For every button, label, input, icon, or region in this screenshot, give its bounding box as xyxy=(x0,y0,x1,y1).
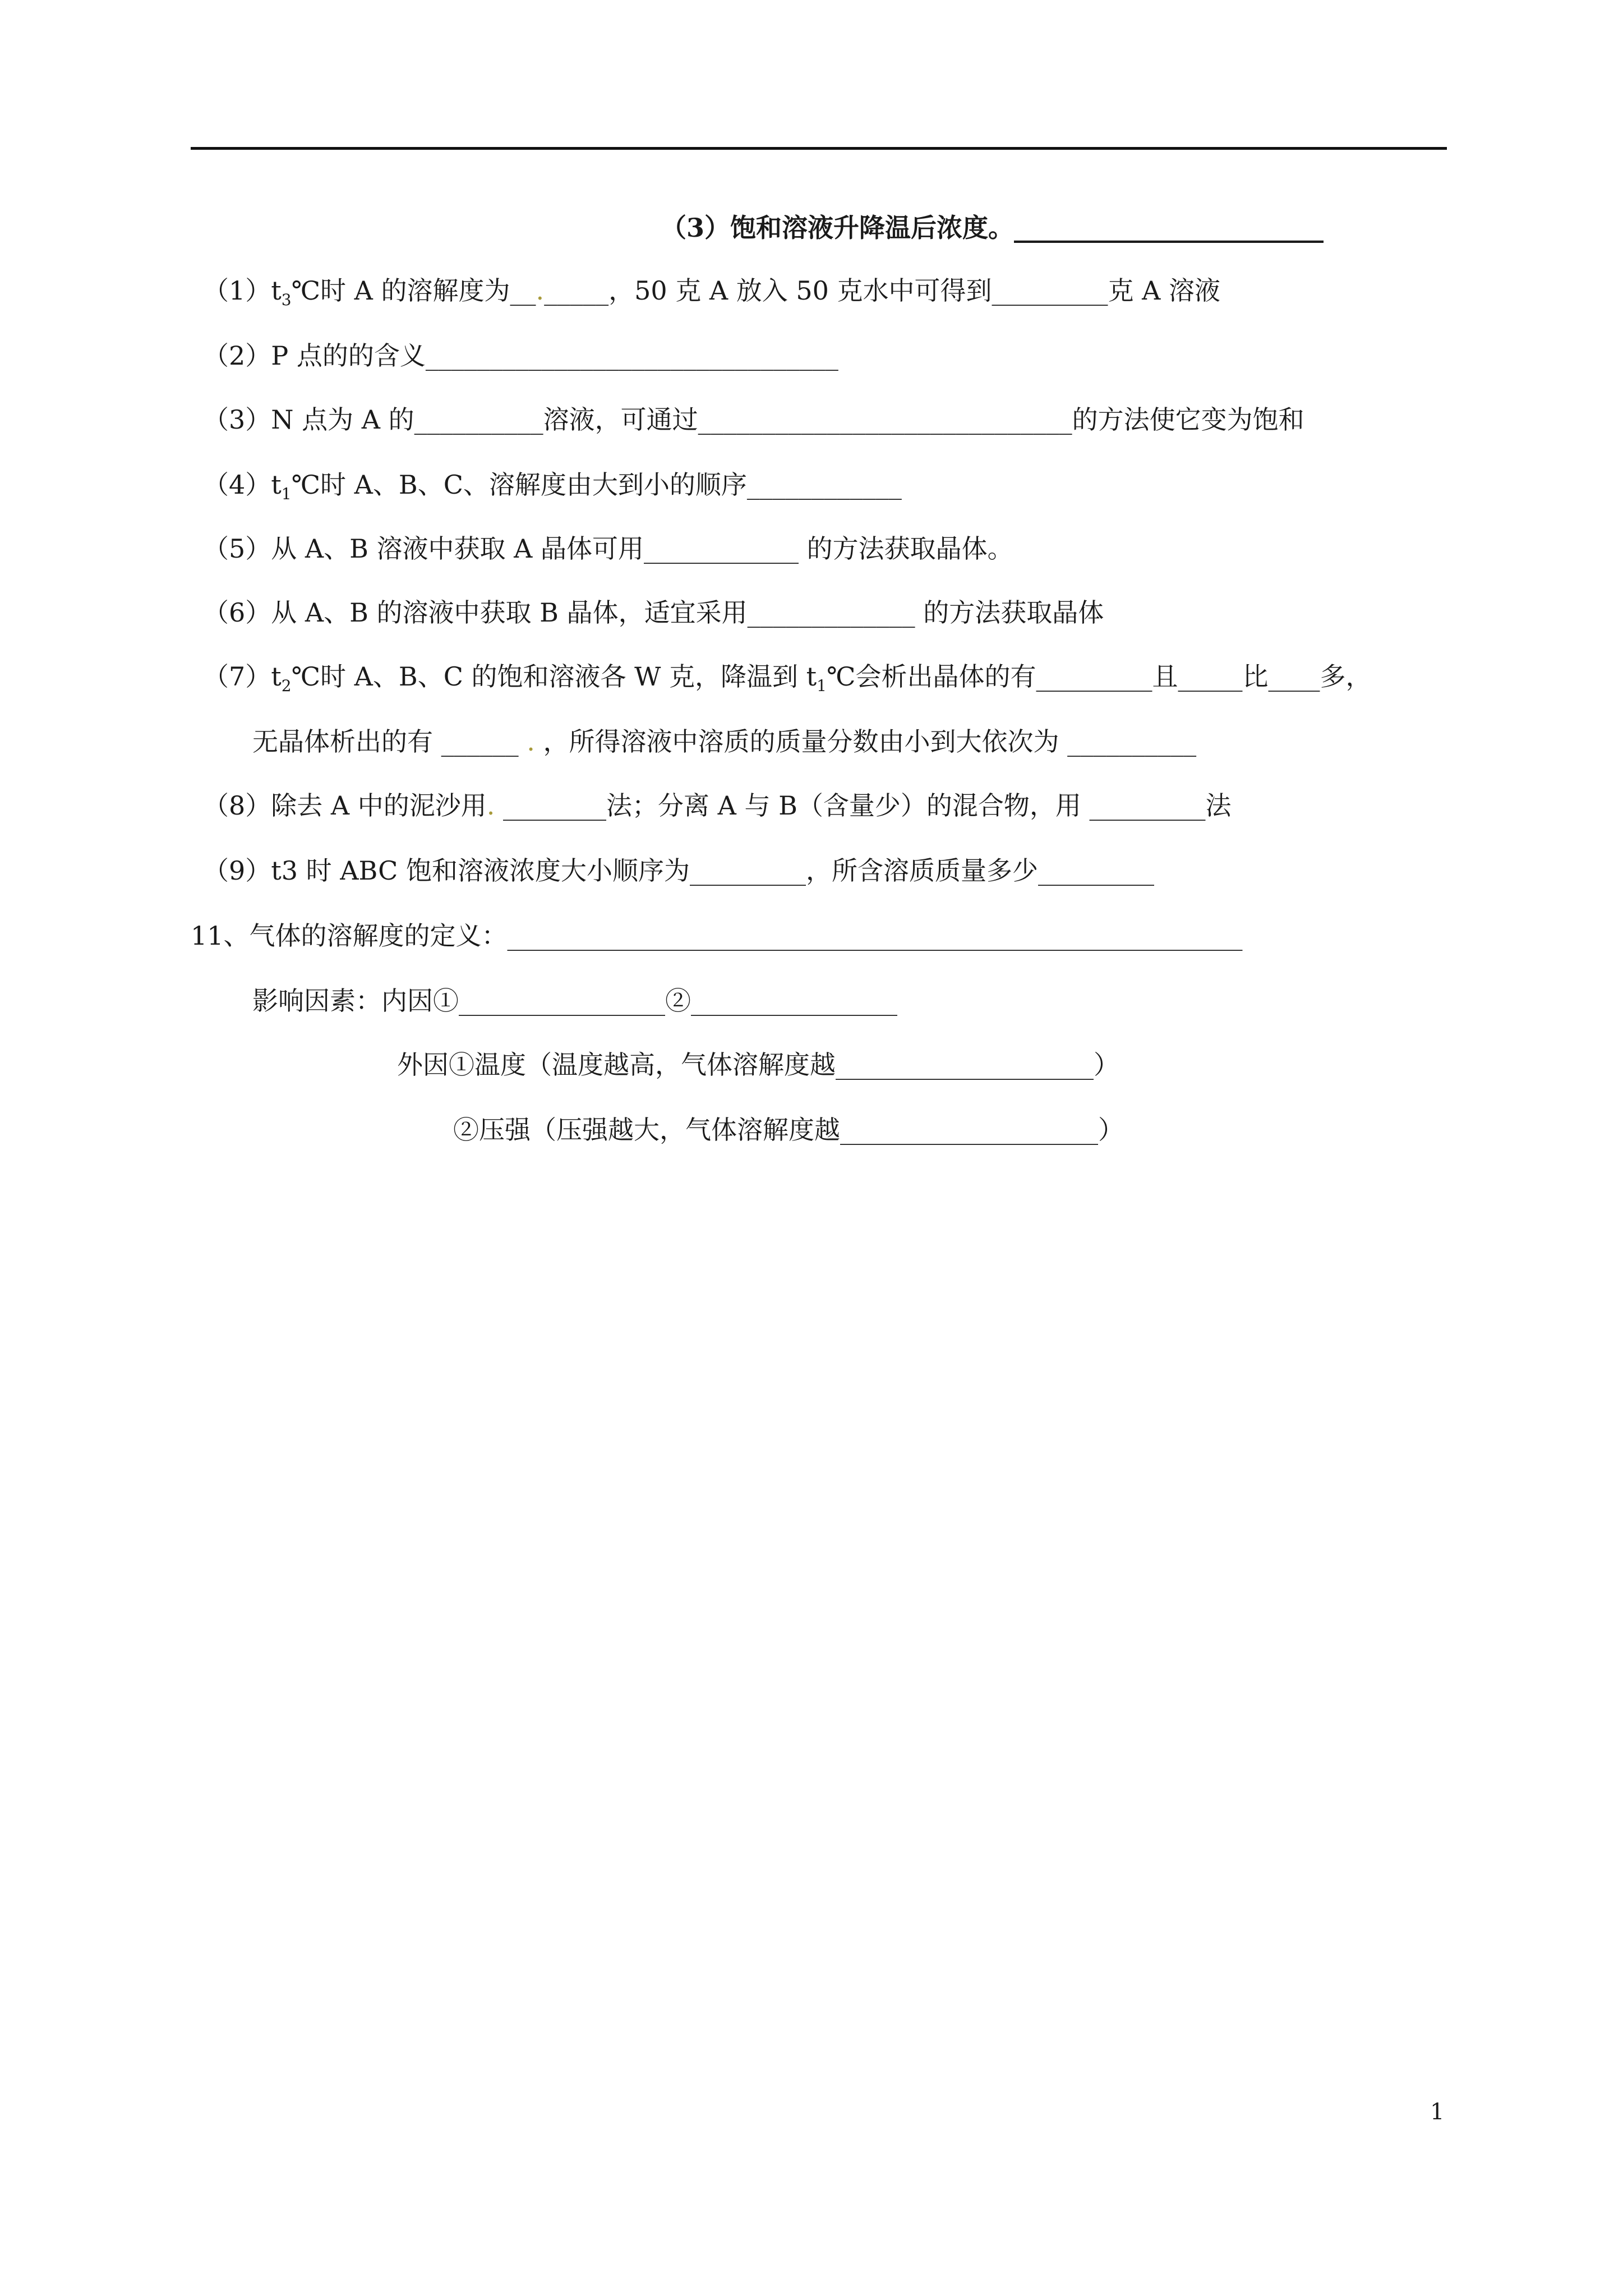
q1-text-a: ℃时 A 的溶解度为__ xyxy=(291,275,536,306)
page-number: 1 xyxy=(1430,2099,1445,2125)
q7-subscript-1: 2 xyxy=(281,677,292,695)
question-11: 11、气体的溶解度的定义：_________________________________________________________ xyxy=(191,921,1243,951)
q7-middle: ℃时 A、B、C 的饱和溶液各 W 克，降温到 t xyxy=(291,661,817,692)
top-rule xyxy=(191,147,1447,150)
question-5: （5）从 A、B 溶液中获取 A 晶体可用____________ 的方法获取晶体。 xyxy=(203,533,1013,564)
question-8 xyxy=(203,789,1232,822)
external-factor-pressure: ②压强（压强越大，气体溶解度越____________________） xyxy=(453,1115,1124,1145)
q4-subscript: 1 xyxy=(281,485,292,503)
q1-subscript: 3 xyxy=(281,291,292,309)
question-3: （3）N 点为 A 的__________溶液，可通过_____________________________的方法使它变为饱和 xyxy=(203,404,1304,435)
external-factor-temperature: 外因①温度（温度越高，气体溶解度越____________________） xyxy=(397,1050,1119,1080)
q4-text: ℃时 A、B、C、溶解度由大到小的顺序____________ xyxy=(291,470,902,500)
q7b-text-a: 无晶体析出的有 ______ xyxy=(252,726,527,757)
q8-text-b: ________法；分离 A 与 B（含量少）的混合物，用 _________法 xyxy=(495,790,1232,821)
question-9: （9）t3 时 ABC 饱和溶液浓度大小顺序为_________，所含溶质质量多少_________ xyxy=(203,855,1154,886)
question-2: （2）P 点的的含义________________________________ xyxy=(203,341,838,371)
q7-text: ℃会析出晶体的有_________且_____比____多， xyxy=(826,661,1372,692)
question-7-continued xyxy=(252,725,1196,758)
q8-dot: . xyxy=(486,790,495,821)
q1-text-b: _____，50 克 A 放入 50 克水中可得到_________克 A 溶液 xyxy=(544,275,1221,306)
q4-prefix: （4）t xyxy=(203,470,282,500)
question-6: （6）从 A、B 的溶液中获取 B 晶体，适宜采用_____________ 的方法获取晶体 xyxy=(203,597,1104,628)
q7-prefix: （7）t xyxy=(203,661,282,692)
q7-subscript-2: 1 xyxy=(817,677,827,695)
section-heading: （3）饱和溶液升降温后浓度。________________________ xyxy=(661,213,1324,243)
q1-prefix: （1）t xyxy=(203,275,282,306)
q7b-dot: . xyxy=(527,726,535,757)
question-4 xyxy=(203,468,902,511)
q7b-text-b: ，所得溶液中溶质的质量分数由小到大依次为 __________ xyxy=(534,726,1197,757)
q1-dot: . xyxy=(536,275,545,306)
question-1 xyxy=(203,274,1220,317)
q8-text-a: （8）除去 A 中的泥沙用 xyxy=(203,790,487,821)
influencing-factors: 影响因素：内因①________________②________________ xyxy=(252,986,897,1016)
question-7 xyxy=(203,660,1371,703)
